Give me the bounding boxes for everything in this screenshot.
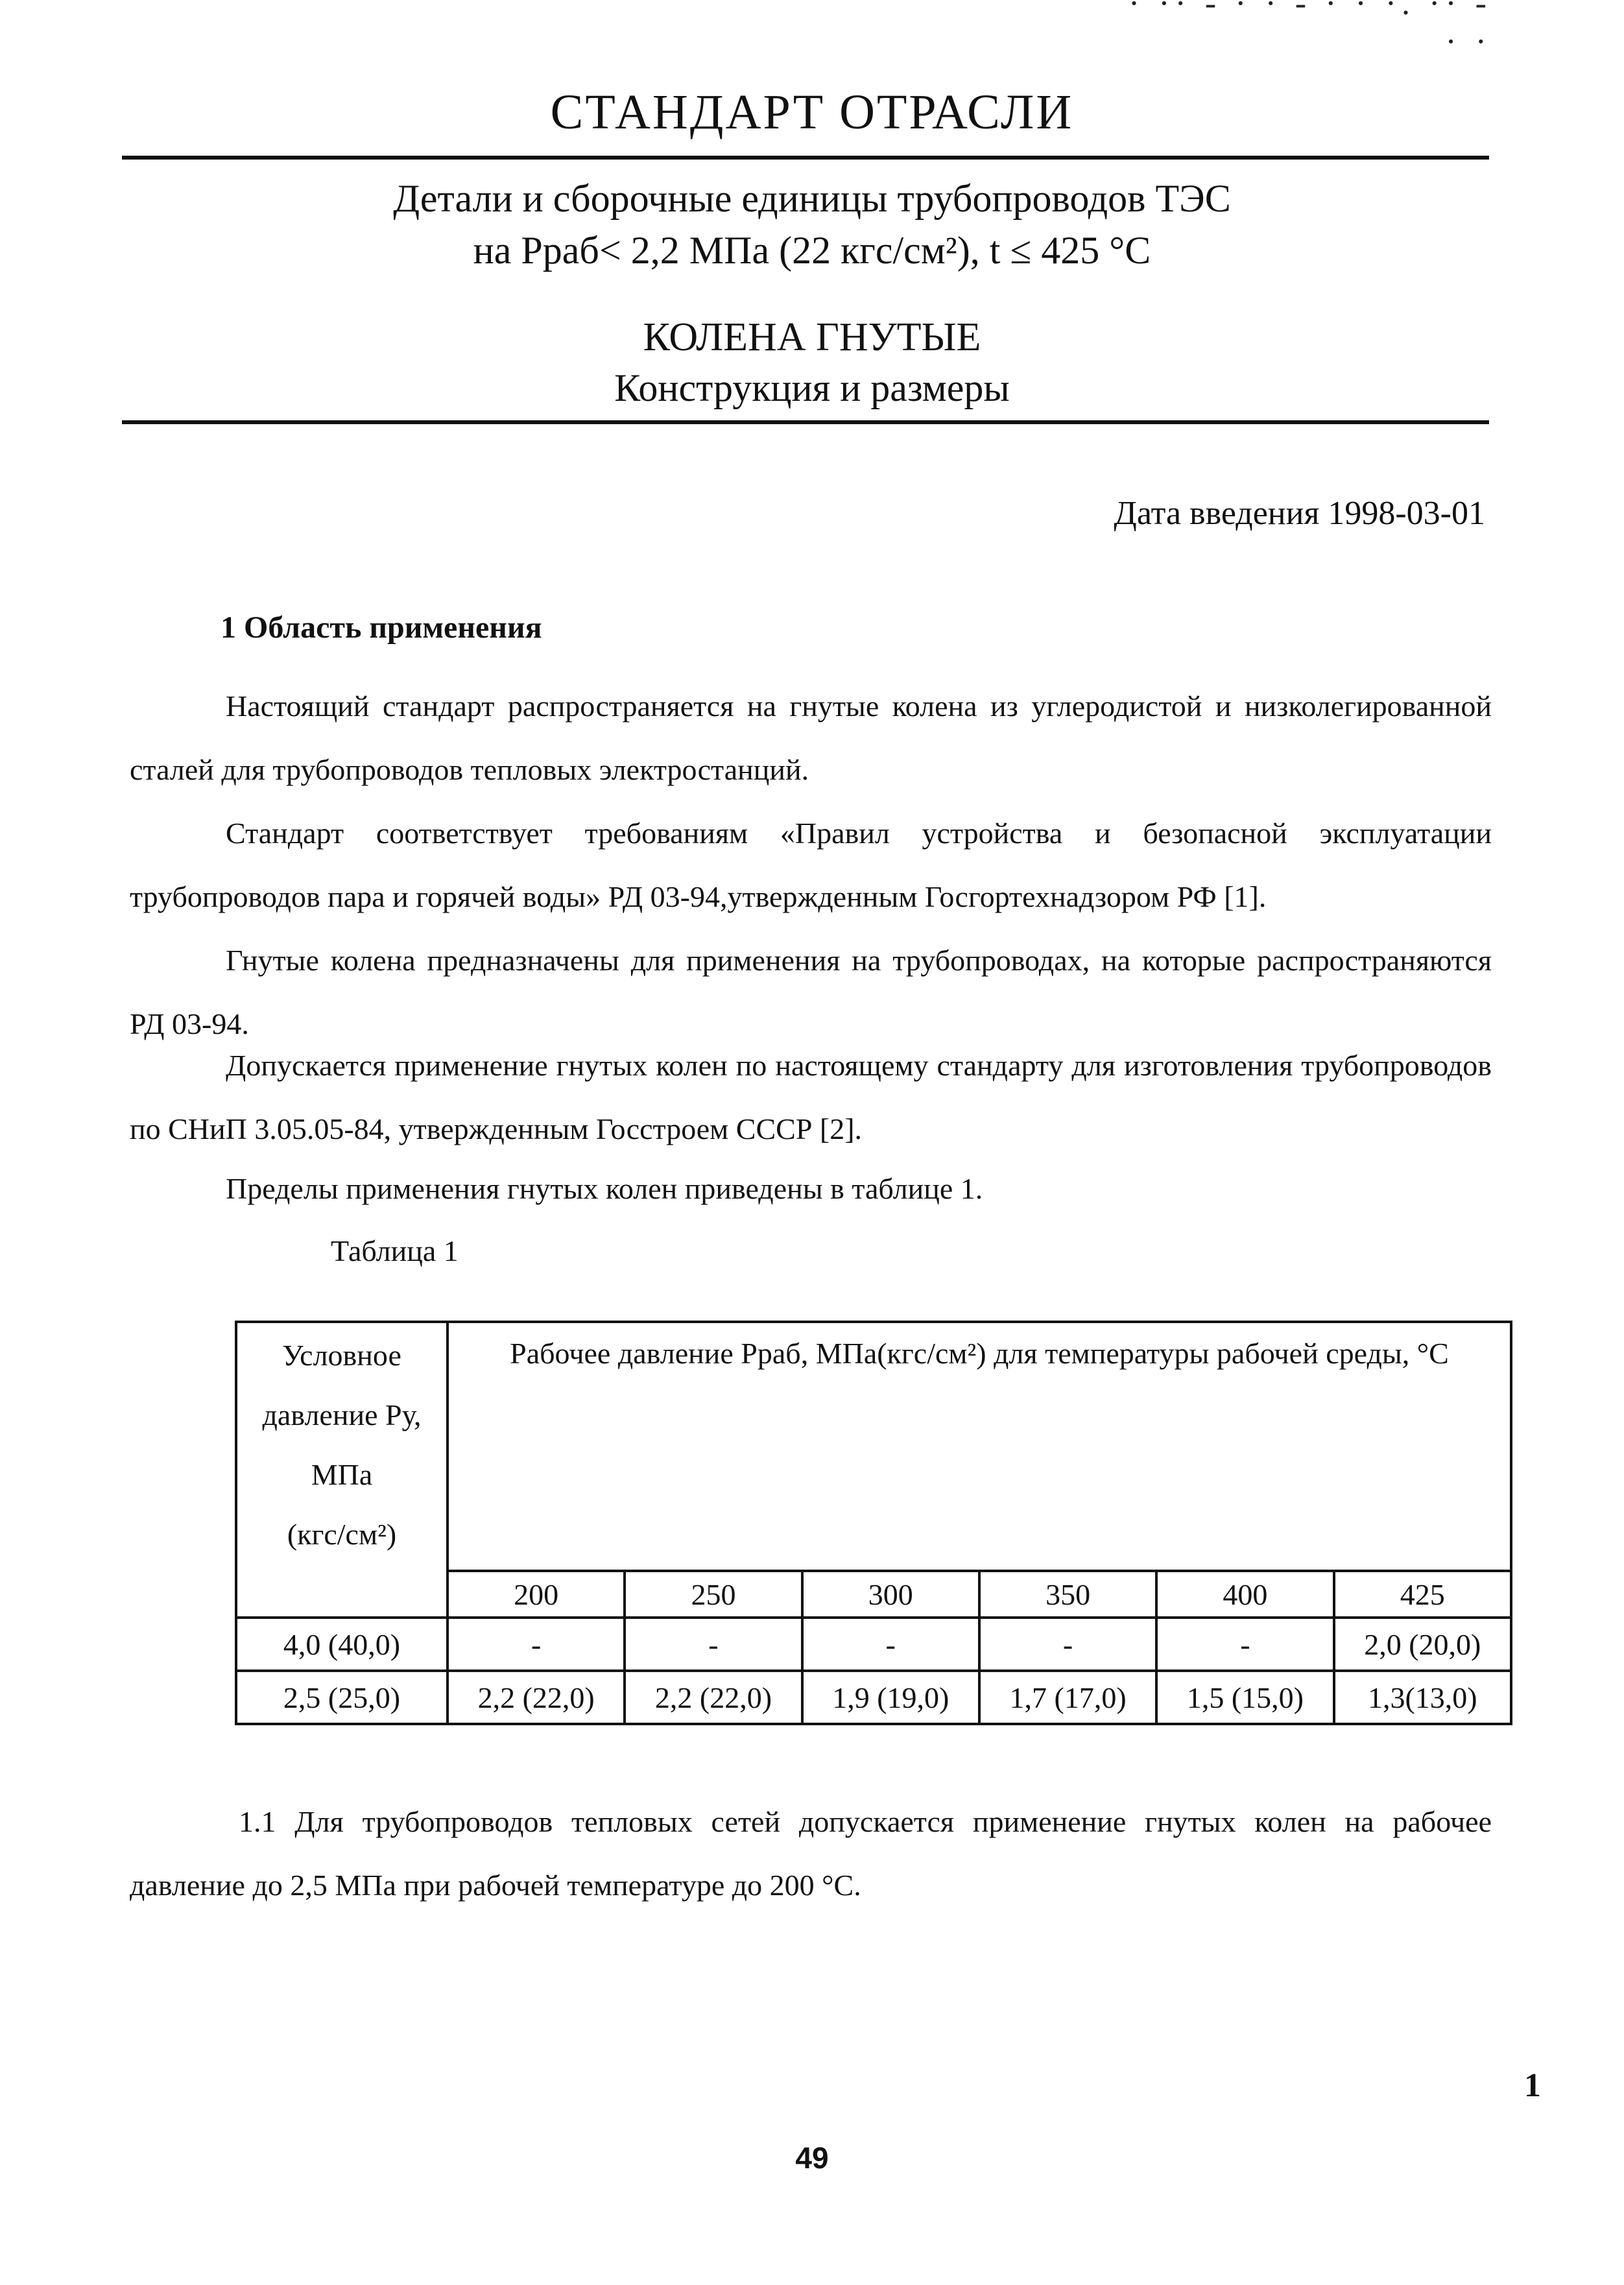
nominal-pressure-cell: 4,0 (40,0) [236,1618,448,1671]
header-line: МПа [311,1458,373,1491]
document-title: КОЛЕНА ГНУТЫЕ [643,315,981,359]
document-subtitle: Конструкция и размеры [614,366,1010,409]
document-code-fragment: · ·· ‐ · · ‐ · · ·. ·· ‐ · · [1128,0,1492,60]
paragraph-snip: Допускается применение гнутых колен по настоящему стандарту для изготовления трубопроводов по СНиП 3.05.05-84, утвержденным Госстроем СССР [2]. [130,1049,1492,1145]
paragraph-scope: Настоящий стандарт распространяется на гнутые колена из углеродистой и низколегированной сталей для трубопроводов тепловых электростанций. [130,689,1492,786]
paragraph-compliance: Стандарт соответствует требованиям «Правил устройства и безопасной эксплуатации трубопроводов пара и горячей воды» РД 03-94,утвержденным Госгортехнадзором РФ [1]. [130,817,1492,913]
clause-1-1: 1.1 Для трубопроводов тепловых сетей допускается применение гнутых колен на рабочее давление до 2,5 МПа при рабочей температуре до 200 °С. [130,1805,1492,1902]
temperature-cell: 200 [448,1571,625,1618]
header-rule-top [122,156,1489,160]
pressure-value-cell: - [1156,1618,1333,1671]
table-row [236,1671,1511,1724]
paragraph-limits: Пределы применения гнутых колен приведены в таблице 1. [226,1172,983,1205]
pressure-value-cell: 2,0 (20,0) [1334,1618,1511,1671]
section-heading: 1 Область применения [221,610,542,645]
subtitle-line-2: на Рраб< 2,2 МПа (22 кгс/см²), t ≤ 425 °С [473,229,1151,272]
introduction-date: Дата введения 1998-03-01 [1114,495,1485,532]
pressure-value-cell: - [802,1618,979,1671]
temperature-cell: 400 [1156,1571,1333,1618]
temperature-cell: 350 [979,1571,1156,1618]
nominal-pressure-header [236,1322,448,1618]
header-line: (кгс/см²) [287,1518,397,1551]
header-line: давление Ру, [262,1398,422,1431]
pressure-value-cell: - [625,1618,802,1671]
nominal-pressure-cell: 2,5 (25,0) [236,1671,448,1724]
pressure-value-cell: 1,7 (17,0) [979,1671,1156,1724]
pressure-value-cell: 2,2 (22,0) [625,1671,802,1724]
header-rule-bottom [122,420,1489,424]
table-row [236,1618,1511,1671]
pressure-value-cell: 1,5 (15,0) [1156,1671,1333,1724]
folio-number: 49 [795,2141,829,2175]
working-pressure-header: Рабочее давление Рраб, МПа(кгс/см²) для температуры рабочей среды, °С [448,1322,1511,1571]
standard-title: СТАНДАРТ ОТРАСЛИ [550,85,1074,139]
table-caption: Таблица 1 [331,1234,459,1267]
pressure-table [235,1321,1512,1725]
pressure-value-cell: - [448,1618,625,1671]
pressure-value-cell: - [979,1618,1156,1671]
page-number: 1 [1524,2067,1541,2104]
temperature-cell: 425 [1334,1571,1511,1618]
pressure-value-cell: 1,3(13,0) [1334,1671,1511,1724]
temperature-cell: 300 [802,1571,979,1618]
pressure-value-cell: 2,2 (22,0) [448,1671,625,1724]
table-header-row [236,1322,1511,1571]
subtitle-line-1: Детали и сборочные единицы трубопроводов ТЭС [393,177,1231,220]
temperature-cell: 250 [625,1571,802,1618]
paragraph-purpose: Гнутые колена предназначены для применения на трубопроводах, на которые распространяются РД 03-94. [130,944,1492,1040]
header-line: Условное [282,1339,401,1372]
pressure-value-cell: 1,9 (19,0) [802,1671,979,1724]
